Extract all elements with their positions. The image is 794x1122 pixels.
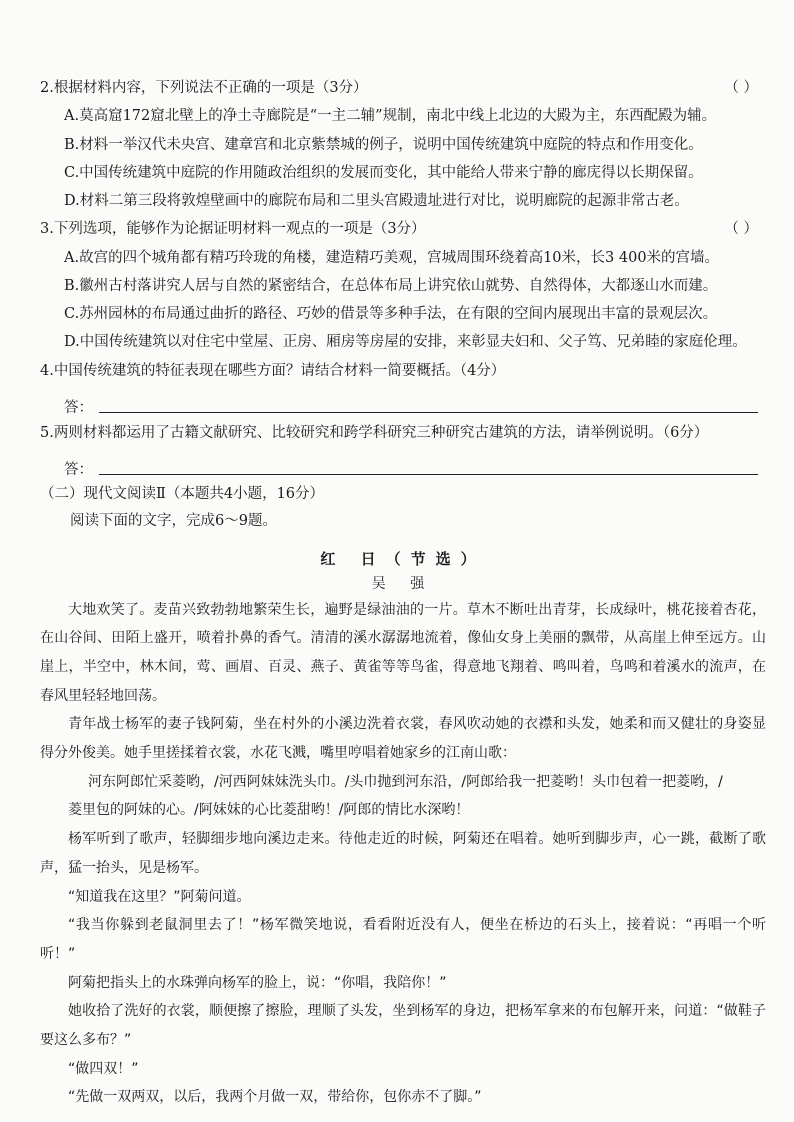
answer-line[interactable]	[99, 412, 758, 413]
song-lyrics-line: 河东阿郎忙采菱哟，/河西阿妹妹洗头巾。/头巾抛到河东沿，/阿郎给我一把菱哟！头巾包着一把菱哟，/	[88, 773, 723, 790]
option-a[interactable]: A.故宫的四个城角都有精巧玲珑的角楼，建造精巧美观，宫城周围环绕着高10米，长3 400米的宫墙。	[64, 249, 720, 266]
passage-author: 吴 强	[371, 576, 435, 593]
answer-line[interactable]	[99, 474, 758, 475]
passage-paragraph: 她收拾了洗好的衣裳，顺便擦了擦脸，理顺了头发，坐到杨军的身边，把杨军拿来的布包解开来，问道：“做鞋子要这么多布？”	[40, 1003, 766, 1048]
passage-paragraph: 大地欢笑了。麦苗兴致勃勃地繁荣生长，遍野是绿油油的一片。草木不断吐出青芽，长成绿叶，桃花接着杏花，在山谷间、田陌上盛开，喷着扑鼻的香气。清清的溪水潺潺地流着，像仙女身上美丽的飘带，从高崖上伸至远方。山崖上，半空中，林木间，莺、画眉、百灵、燕子、黄雀等等鸟雀，得意地飞翔着、鸣叫着，鸟鸣和着溪水的流声，在春风里轻轻地回荡。	[40, 601, 766, 704]
question-4-stem: 4.中国传统建筑的特征表现在哪些方面？请结合材料一简要概括。（4分）	[40, 362, 506, 379]
passage-paragraph: 杨军听到了歌声，轻脚细步地向溪边走来。待他走近的时候，阿菊还在唱着。她听到脚步声，心一跳，截断了歌声，猛一抬头，见是杨军。	[40, 831, 766, 876]
answer-bracket[interactable]: （ ）	[724, 221, 758, 238]
option-c[interactable]: C.中国传统建筑中庭院的作用随政治组织的发展而变化，其中能给人带来宁静的廊庑得以长期保留。	[64, 164, 703, 181]
option-c[interactable]: C.苏州园林的布局通过曲折的路径、巧妙的借景等多种手法，在有限的空间内展现出丰富的景观层次。	[64, 306, 718, 323]
question-2	[40, 74, 766, 215]
option-d[interactable]: D.材料二第三段将敦煌壁画中的廊院布局和二里头宫殿遗址进行对比，说明廊院的起源非常古老。	[64, 193, 689, 210]
question-4-answer[interactable]	[40, 385, 766, 417]
option-b[interactable]: B.徽州古村落讲究人居与自然的紧密结合，在总体布局上讲究依山就势、自然得体，大都逐山水而建。	[64, 277, 718, 294]
passage-paragraph: “先做一双两双，以后，我两个月做一双，带给你，包你赤不了脚。”	[68, 1089, 482, 1106]
answer-bracket[interactable]: （ ）	[724, 80, 758, 96]
passage-paragraph: 青年战士杨军的妻子钱阿菊，坐在村外的小溪边洗着衣裳，春风吹动她的衣襟和头发，她柔和而又健壮的身姿显得分外俊美。她手里搓揉着衣裳，水花飞溅，嘴里哼唱着她家乡的江南山歌：	[40, 716, 766, 762]
passage-title: 红 日（节选）	[320, 550, 486, 569]
question-2-stem: 2.根据材料内容，下列说法不正确的一项是（3分）	[40, 80, 368, 96]
option-a[interactable]: A.莫高窟172窟北壁上的净土寺廊院是“一主二辅”规制，南北中线上北边的大殿为主，东西配殿为辅。	[64, 108, 717, 125]
answer-label: 答：	[64, 462, 93, 479]
option-d[interactable]: D.中国传统建筑以对住宅中堂屋、正房、厢房等房屋的安排，来彰显夫妇和、父子笃、兄弟睦的家庭伦理。	[64, 334, 747, 351]
question-3	[40, 215, 766, 356]
question-5-answer[interactable]	[40, 447, 766, 479]
song-lyrics-line: 菱里包的阿妹的心。/阿妹妹的心比菱甜哟！/阿郎的情比水深哟！	[68, 802, 470, 819]
answer-label: 答：	[64, 399, 93, 416]
question-3-stem: 3.下列选项，能够作为论据证明材料一观点的一项是（3分）	[40, 221, 426, 238]
passage-paragraph: “知道我在这里？”阿菊问道。	[68, 888, 251, 905]
question-5-stem: 5.两则材料都运用了古籍文献研究、比较研究和跨学科研究三种研究古建筑的方法，请举例说明。（6分）	[40, 424, 709, 441]
passage-paragraph: 阿菊把指头上的水珠弹向杨军的脸上，说：“你唱，我陪你！”	[68, 974, 447, 991]
section-heading: （二）现代文阅读Ⅱ（本题共4小题，16分）	[40, 486, 325, 503]
passage-paragraph: “我当你躲到老鼠洞里去了！”杨军微笑地说，看看附近没有人，便坐在桥边的石头上，接着说：“再唱一个听听！”	[40, 917, 766, 962]
option-b[interactable]: B.材料一举汉代未央宫、建章宫和北京紫禁城的例子，说明中国传统建筑中庭院的特点和作用变化。	[64, 136, 703, 153]
section-instruction: 阅读下面的文字，完成6～9题。	[70, 513, 277, 530]
passage-paragraph: “做四双！”	[68, 1060, 139, 1077]
